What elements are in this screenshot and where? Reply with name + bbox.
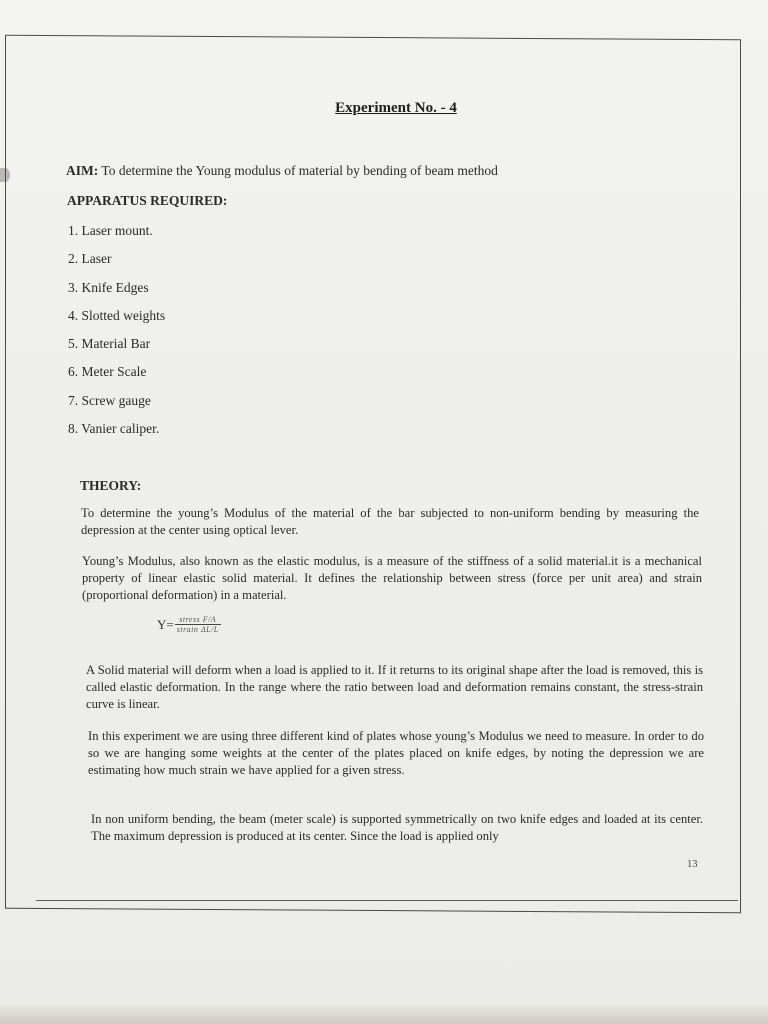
formula-lhs: Y= — [157, 616, 174, 632]
apparatus-heading: APPARATUS REQUIRED: — [67, 193, 228, 208]
theory-paragraph: In non uniform bending, the beam (meter scale) is supported symmetrically on two knife edges and loaded at its center. The maximum depression is produced at its center. Since the load is applied only — [91, 812, 703, 843]
list-item: 1. Laser mount. — [68, 223, 153, 238]
page-number: 13 — [687, 859, 698, 870]
list-item: 2. Laser — [68, 251, 112, 267]
list-item: 8. Vanier caliper. — [68, 421, 160, 437]
apparatus-list — [68, 222, 165, 448]
aim-line — [66, 163, 498, 179]
aim-label: AIM: — [66, 163, 99, 178]
list-item: 3. Knife Edges — [68, 279, 149, 295]
list-item: 4. Slotted weights — [68, 307, 166, 323]
youngs-modulus-formula — [157, 615, 221, 634]
bottom-border-line — [36, 900, 738, 901]
theory-paragraph: Young’s Modulus, also known as the elastic modulus, is a measure of the stiffness of a solid material.it is a mechanical property of linear elastic solid material. It defines the relationship between stress (force per unit area) and strain (proportional deformation) in a material. — [82, 554, 702, 602]
list-item: 6. Meter Scale — [68, 364, 147, 380]
list-item: 7. Screw gauge — [68, 392, 151, 408]
theory-paragraph: To determine the young’s Modulus of the material of the bar subjected to non-uniform bending by measuring the depression at the center using optical lever. — [81, 506, 699, 537]
page-title: Experiment No. - 4 — [335, 100, 457, 116]
list-item: 5. Material Bar — [68, 336, 151, 352]
aim-text: To determine the Young modulus of material by bending of beam method — [101, 163, 498, 178]
theory-paragraph: In this experiment we are using three different kind of plates whose young’s Modulus we need to measure. In order to do so we are hanging some weights at the center of the plates placed on knife edges, by noting the depression we are estimating how much strain we have applied for a given stress. — [88, 729, 704, 777]
formula-denominator: strain ΔL/L — [176, 625, 219, 634]
formula-fraction — [175, 615, 221, 634]
formula-numerator: stress F/A — [175, 615, 221, 625]
theory-paragraph: A Solid material will deform when a load is applied to it. If it returns to its original shape after the load is removed, this is called elastic deformation. In the range where the ratio between load and deformation remains constant, the stress-strain curve is linear. — [86, 663, 703, 711]
theory-heading: THEORY: — [80, 478, 142, 493]
page-edge — [0, 1006, 768, 1024]
